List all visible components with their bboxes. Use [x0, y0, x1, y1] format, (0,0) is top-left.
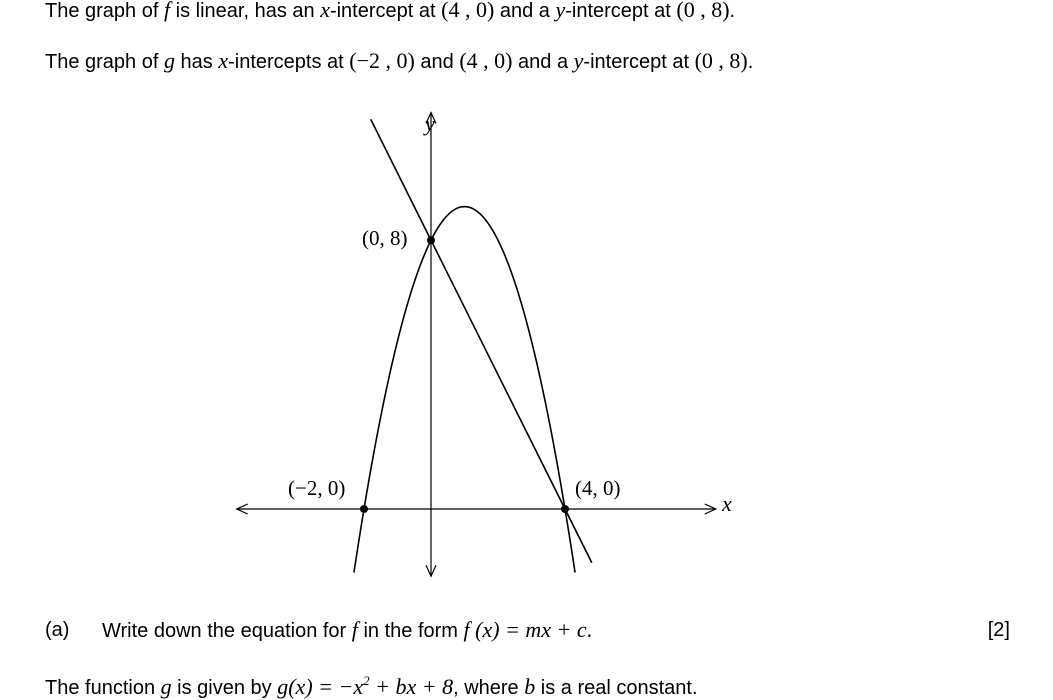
- text: has: [174, 51, 219, 73]
- point-dot-1: [360, 505, 368, 513]
- text: -intercepts at: [228, 51, 350, 73]
- text: is linear, has an: [170, 0, 321, 22]
- function-f: f: [163, 0, 171, 22]
- function-g: g: [160, 674, 172, 699]
- x-axis-label: x: [722, 491, 732, 516]
- y-intercept: (0 , 8): [676, 0, 730, 22]
- text: in the form: [357, 620, 464, 642]
- text: is given by: [171, 677, 278, 699]
- exponent: 2: [363, 673, 370, 688]
- variable-y: y: [573, 48, 584, 73]
- text: and a: [512, 51, 574, 73]
- label-x-intercept-right: (4, 0): [575, 476, 621, 500]
- text: .: [586, 617, 593, 642]
- y-axis-label: y: [425, 111, 435, 136]
- expr-a: g(x) = −x: [277, 674, 364, 699]
- variable-y: y: [555, 0, 566, 22]
- text: is a real constant.: [535, 677, 698, 699]
- statement-g-definition: [45, 669, 698, 700]
- text: and a: [494, 0, 556, 22]
- part-label: (a): [45, 619, 70, 641]
- curves: [354, 119, 592, 572]
- text: .: [747, 51, 754, 73]
- variable-x: x: [320, 0, 330, 22]
- y-intercept: (0 , 8): [694, 48, 748, 73]
- x-intercept-2: (4 , 0): [459, 48, 513, 73]
- curve-g: [354, 207, 575, 573]
- text: -intercept at: [565, 0, 677, 22]
- text: The function: [45, 677, 161, 699]
- part-text: [102, 618, 592, 643]
- axes: [237, 113, 716, 577]
- text: The graph of: [45, 0, 164, 22]
- constant-b: b: [524, 674, 536, 699]
- function-expression: [277, 674, 453, 699]
- point-dot-2: [561, 505, 569, 513]
- expr-b: + bx + 8: [369, 674, 454, 699]
- text: -intercept at: [329, 0, 442, 22]
- point-marks: [360, 236, 569, 513]
- point-dot-0: [427, 236, 435, 244]
- x-intercept: (4 , 0): [441, 0, 495, 22]
- marks: [2]: [987, 619, 1010, 641]
- function-g: g: [163, 48, 175, 73]
- text: -intercept at: [583, 51, 695, 73]
- equation-form: f (x) = mx + c: [463, 617, 587, 642]
- text: .: [729, 0, 736, 22]
- text: The graph of: [45, 51, 164, 73]
- label-x-intercept-left: (−2, 0): [288, 476, 346, 500]
- text: and: [414, 51, 460, 73]
- x-intercept-1: (−2 , 0): [349, 48, 415, 73]
- variable-x: x: [218, 48, 229, 73]
- function-f: f: [351, 617, 358, 642]
- text: , where: [453, 677, 525, 699]
- line-f: [371, 119, 592, 563]
- text: Write down the equation for: [102, 620, 352, 642]
- label-y-intercept: (0, 8): [362, 226, 408, 250]
